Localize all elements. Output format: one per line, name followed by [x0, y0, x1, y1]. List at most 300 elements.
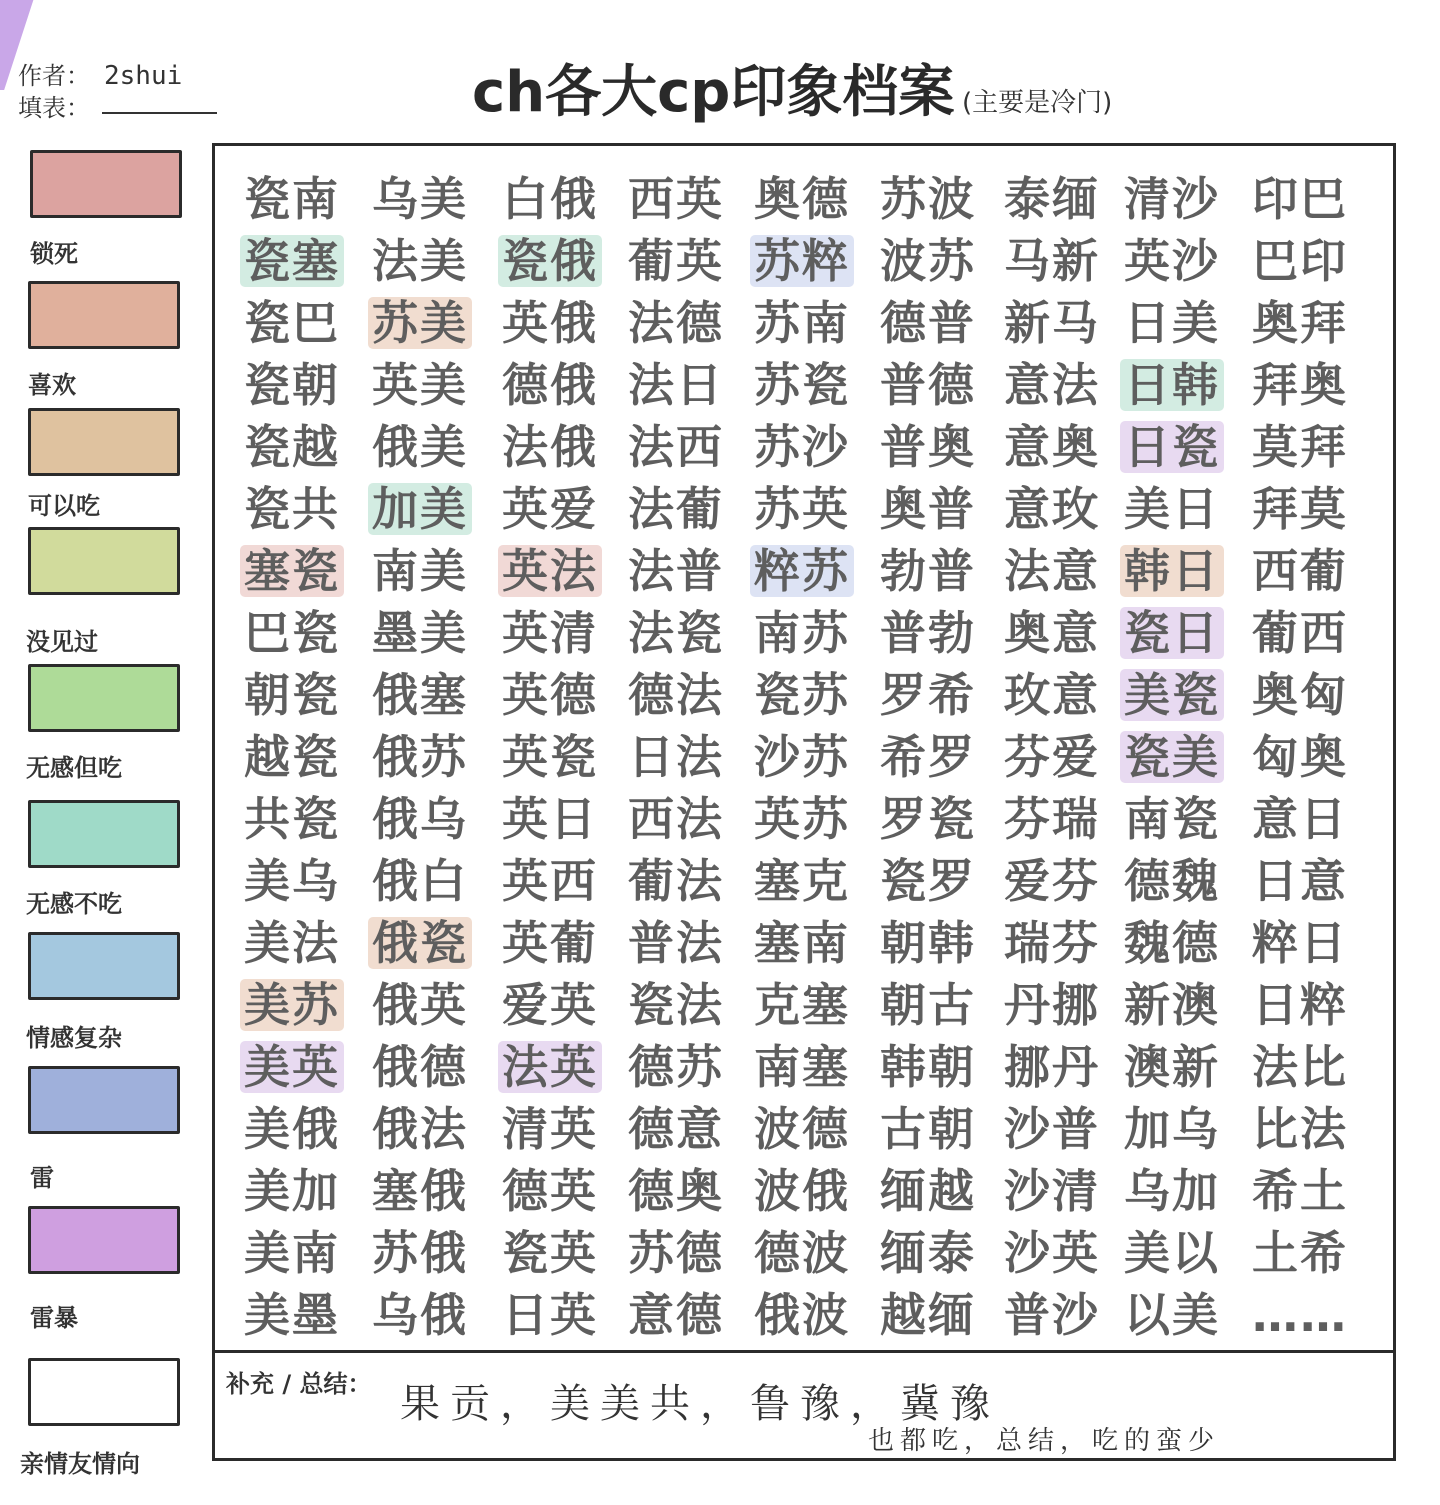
cp-cell-label: 意奥: [1004, 420, 1100, 474]
cp-cell: [1238, 726, 1362, 788]
cp-cell-label: 苏俄: [372, 1226, 468, 1280]
cp-cell: [614, 850, 738, 912]
cp-cell-label: 意玫: [1004, 482, 1100, 536]
cp-cell-label: 葡英: [628, 234, 724, 288]
cp-cell-label: 苏沙: [754, 420, 850, 474]
cp-cell: [866, 726, 990, 788]
cp-cell: [358, 912, 482, 974]
cp-cell: [358, 788, 482, 850]
summary-text: 果贡，美美共，鲁豫，冀豫: [400, 1381, 1000, 1427]
cp-cell: [740, 850, 864, 912]
cp-cell-label: 希土: [1252, 1164, 1348, 1218]
cp-cell: [230, 354, 354, 416]
cp-cell: [990, 974, 1114, 1036]
cp-column-4: [614, 168, 738, 1346]
cp-cell: [866, 478, 990, 540]
legend-swatch-complicated: [28, 932, 180, 1000]
cp-cell: [866, 602, 990, 664]
cp-cell: [740, 664, 864, 726]
cp-cell: [1238, 974, 1362, 1036]
cp-cell-label: 奥普: [880, 482, 976, 536]
cp-cell-label: 越瓷: [244, 730, 340, 784]
cp-cell-label: 清沙: [1124, 172, 1220, 226]
cp-cell: [358, 1036, 482, 1098]
cp-cell: [866, 354, 990, 416]
cp-cell: [230, 1284, 354, 1346]
cp-cell: [740, 1098, 864, 1160]
cp-cell: [230, 1036, 354, 1098]
cp-cell-label: 法西: [628, 420, 724, 474]
legend-swatch-indifferent-noship: [28, 800, 180, 868]
cp-cell: [740, 974, 864, 1036]
cp-cell: [990, 788, 1114, 850]
cp-cell: [358, 478, 482, 540]
cp-cell-label: 奥匈: [1252, 668, 1348, 722]
cp-cell: [740, 540, 864, 602]
cp-cell: [740, 292, 864, 354]
cp-cell-label: 瓷共: [244, 482, 340, 536]
cp-cell-label: 法普: [628, 544, 724, 598]
cp-cell: [488, 726, 612, 788]
cp-cell-label: 塞克: [754, 854, 850, 908]
cp-cell-label: 英法: [498, 545, 602, 597]
cp-cell-label: 拜奥: [1252, 358, 1348, 412]
cp-cell-label: 普奥: [880, 420, 976, 474]
cp-cell-label: 日韩: [1120, 359, 1224, 411]
cp-cell-label: 苏瓷: [754, 358, 850, 412]
cp-cell-label: ……: [1252, 1288, 1348, 1342]
cp-cell: [1110, 602, 1234, 664]
cp-cell: [866, 850, 990, 912]
cp-cell: [866, 974, 990, 1036]
cp-cell-label: 沙英: [1004, 1226, 1100, 1280]
cp-cell-label: 印巴: [1252, 172, 1348, 226]
cp-column-6: [866, 168, 990, 1346]
cp-cell-label: 英葡: [502, 916, 598, 970]
legend-swatch-like: [28, 281, 180, 349]
cp-cell-label: 新马: [1004, 296, 1100, 350]
cp-cell: [230, 230, 354, 292]
cp-cell: [990, 354, 1114, 416]
cp-cell-label: 德魏: [1124, 854, 1220, 908]
cp-cell: [1110, 664, 1234, 726]
cp-cell-label: 美英: [240, 1041, 344, 1093]
cp-cell-label: 瓷南: [244, 172, 340, 226]
cp-cell: [614, 292, 738, 354]
cp-cell: [230, 168, 354, 230]
cp-cell: [1238, 1222, 1362, 1284]
cp-cell-label: 越缅: [880, 1288, 976, 1342]
cp-cell-label: 塞俄: [372, 1164, 468, 1218]
cp-cell-label: 日法: [628, 730, 724, 784]
cp-cell-label: 朝古: [880, 978, 976, 1032]
cp-cell: [614, 416, 738, 478]
cp-cell: [866, 168, 990, 230]
cp-cell: [230, 974, 354, 1036]
cp-cell: [866, 1036, 990, 1098]
cp-cell: [614, 478, 738, 540]
cp-cell: [488, 912, 612, 974]
cp-cell: [866, 1284, 990, 1346]
cp-cell-label: 南塞: [754, 1040, 850, 1094]
cp-cell-label: 苏英: [754, 482, 850, 536]
cp-cell: [358, 354, 482, 416]
cp-cell-label: 苏美: [368, 297, 472, 349]
cp-cell-label: 英美: [372, 358, 468, 412]
cp-cell-label: 南瓷: [1124, 792, 1220, 846]
cp-cell: [614, 1036, 738, 1098]
cp-cell-label: 莫拜: [1252, 420, 1348, 474]
cp-cell: [488, 478, 612, 540]
cp-cell-label: 俄塞: [372, 668, 468, 722]
legend-swatch-hate: [28, 1206, 180, 1274]
cp-cell: [358, 292, 482, 354]
cp-cell-label: 葡法: [628, 854, 724, 908]
cp-cell-label: 美俄: [244, 1102, 340, 1156]
cp-cell: [488, 1098, 612, 1160]
cp-cell-label: 挪丹: [1004, 1040, 1100, 1094]
cp-cell-label: 俄瓷: [368, 917, 472, 969]
cp-cell-label: 勃普: [880, 544, 976, 598]
cp-cell-label: 法葡: [628, 482, 724, 536]
cp-cell-label: 美瓷: [1120, 669, 1224, 721]
cp-cell: [614, 1284, 738, 1346]
cp-cell-label: 苏波: [880, 172, 976, 226]
cp-cell: [488, 540, 612, 602]
cp-cell-label: 澳新: [1124, 1040, 1220, 1094]
cp-cell: [740, 478, 864, 540]
cp-cell: [740, 788, 864, 850]
cp-cell: [1238, 1098, 1362, 1160]
cp-cell: [1110, 168, 1234, 230]
cp-cell: [358, 1160, 482, 1222]
cp-cell: [1110, 850, 1234, 912]
cp-cell-label: 乌俄: [372, 1288, 468, 1342]
legend-label-indifferent-noship: 无感不吃: [26, 890, 122, 918]
cp-cell-label: 西法: [628, 792, 724, 846]
cp-cell-label: 巴印: [1252, 234, 1348, 288]
legend-label-indifferent-ship: 无感但吃: [26, 754, 122, 782]
cp-cell-label: 罗希: [880, 668, 976, 722]
cp-cell: [614, 168, 738, 230]
cp-cell-label: 美日: [1124, 482, 1220, 536]
cp-cell-label: 泰缅: [1004, 172, 1100, 226]
cp-cell: [1110, 788, 1234, 850]
cp-cell-label: 瓷罗: [880, 854, 976, 908]
cp-column-3: [488, 168, 612, 1346]
cp-cell: [358, 230, 482, 292]
cp-cell-label: 苏粹: [750, 235, 854, 287]
cp-cell-label: 塞瓷: [240, 545, 344, 597]
cp-cell-label: 德普: [880, 296, 976, 350]
cp-cell: [230, 726, 354, 788]
legend-swatch-dislike: [28, 1066, 180, 1134]
cp-cell: [614, 1222, 738, 1284]
cp-cell-label: 意日: [1252, 792, 1348, 846]
cp-cell-label: 法瓷: [628, 606, 724, 660]
cp-cell-label: 以美: [1124, 1288, 1220, 1342]
author-value: 2shui: [104, 61, 183, 91]
cp-cell-label: 俄乌: [372, 792, 468, 846]
cp-cell-label: 美苏: [240, 979, 344, 1031]
cp-cell-label: 法德: [628, 296, 724, 350]
legend-label-never-seen: 没见过: [26, 628, 98, 656]
cp-cell-label: 德波: [754, 1226, 850, 1280]
summary-divider: [212, 1350, 1396, 1353]
cp-cell: [990, 540, 1114, 602]
cp-cell-label: 塞南: [754, 916, 850, 970]
cp-cell-label: 俄白: [372, 854, 468, 908]
cp-cell-label: 美南: [244, 1226, 340, 1280]
cp-cell-label: 朝瓷: [244, 668, 340, 722]
filler-label: 填表：: [18, 94, 90, 122]
cp-cell-label: 芬瑞: [1004, 792, 1100, 846]
cp-cell: [358, 1222, 482, 1284]
cp-column-7: [990, 168, 1114, 1346]
cp-cell-label: 日意: [1252, 854, 1348, 908]
cp-cell-label: 希罗: [880, 730, 976, 784]
cp-cell: [990, 726, 1114, 788]
cp-cell: [614, 726, 738, 788]
cp-cell-label: 缅泰: [880, 1226, 976, 1280]
cp-cell-label: 爱英: [502, 978, 598, 1032]
cp-cell: [358, 1284, 482, 1346]
cp-cell-label: 德俄: [502, 358, 598, 412]
cp-cell: [1110, 726, 1234, 788]
cp-cell: [866, 292, 990, 354]
cp-cell-label: 普德: [880, 358, 976, 412]
cp-cell-label: 爱芬: [1004, 854, 1100, 908]
legend-swatch-never-seen: [28, 527, 180, 595]
legend-swatch-platonic: [28, 1358, 180, 1426]
cp-cell-label: 古朝: [880, 1102, 976, 1156]
cp-cell-label: 粹日: [1252, 916, 1348, 970]
cp-cell: [488, 292, 612, 354]
cp-cell-label: 英苏: [754, 792, 850, 846]
cp-cell-label: 俄波: [754, 1288, 850, 1342]
cp-cell-label: 德法: [628, 668, 724, 722]
summary-note: 也都吃，总结，吃的蛮少: [868, 1426, 1221, 1456]
cp-cell: [358, 850, 482, 912]
cp-cell-label: 比法: [1252, 1102, 1348, 1156]
cp-cell-label: 瓷越: [244, 420, 340, 474]
cp-cell: [866, 1098, 990, 1160]
cp-cell-label: 俄德: [372, 1040, 468, 1094]
cp-cell-label: 俄美: [372, 420, 468, 474]
cp-cell-label: 普沙: [1004, 1288, 1100, 1342]
cp-cell-label: 瑞芬: [1004, 916, 1100, 970]
cp-cell-label: 奥意: [1004, 606, 1100, 660]
cp-cell: [230, 602, 354, 664]
cp-cell: [358, 602, 482, 664]
cp-cell-label: 波苏: [880, 234, 976, 288]
legend-swatch-indifferent-ship: [28, 664, 180, 732]
cp-cell: [990, 1284, 1114, 1346]
cp-cell: [1238, 168, 1362, 230]
cp-cell-label: 瓷巴: [244, 296, 340, 350]
cp-cell: [990, 602, 1114, 664]
cp-cell-label: 西英: [628, 172, 724, 226]
cp-column-5: [740, 168, 864, 1346]
cp-cell-label: 美以: [1124, 1226, 1220, 1280]
cp-cell: [990, 168, 1114, 230]
cp-cell-label: 英清: [502, 606, 598, 660]
cp-cell-label: 巴瓷: [244, 606, 340, 660]
cp-cell-label: 美乌: [244, 854, 340, 908]
cp-cell: [230, 292, 354, 354]
cp-cell: [488, 168, 612, 230]
cp-cell: [740, 416, 864, 478]
cp-cell-label: 日美: [1124, 296, 1220, 350]
cp-cell-label: 美墨: [244, 1288, 340, 1342]
cp-column-2: [358, 168, 482, 1346]
cp-cell: [230, 912, 354, 974]
cp-cell: [488, 1222, 612, 1284]
cp-cell-label: 美加: [244, 1164, 340, 1218]
page-title: ch各大cp印象档案: [472, 60, 955, 125]
cp-cell-label: 拜莫: [1252, 482, 1348, 536]
cp-cell-label: 马新: [1004, 234, 1100, 288]
cp-cell-label: 清英: [502, 1102, 598, 1156]
legend-label-hate: 雷暴: [30, 1304, 78, 1332]
cp-cell: [230, 850, 354, 912]
cp-cell: [358, 168, 482, 230]
cp-cell-label: 魏德: [1124, 916, 1220, 970]
summary-label: 补充 / 总结：: [226, 1370, 372, 1398]
cp-cell: [230, 416, 354, 478]
cp-cell-label: 乌美: [372, 172, 468, 226]
cp-cell-label: 苏德: [628, 1226, 724, 1280]
cp-cell: [614, 912, 738, 974]
cp-cell: [614, 1160, 738, 1222]
cp-cell-label: 英俄: [502, 296, 598, 350]
cp-cell-label: 土希: [1252, 1226, 1348, 1280]
cp-cell: [358, 664, 482, 726]
legend-label-dislike: 雷: [30, 1164, 54, 1192]
cp-cell-label: 西葡: [1252, 544, 1348, 598]
cp-cell-label: 普勃: [880, 606, 976, 660]
cp-cell: [990, 912, 1114, 974]
author-row: [18, 56, 182, 91]
cp-cell-label: 新澳: [1124, 978, 1220, 1032]
cp-cell-label: 玫意: [1004, 668, 1100, 722]
cp-cell: [990, 230, 1114, 292]
cp-cell: [740, 726, 864, 788]
page-subtitle: (主要是冷门): [962, 88, 1113, 118]
cp-cell: [1238, 1036, 1362, 1098]
cp-cell: [866, 788, 990, 850]
cp-cell-label: 波德: [754, 1102, 850, 1156]
cp-cell-label: 粹苏: [750, 545, 854, 597]
cp-cell: [866, 912, 990, 974]
legend-swatch-locked: [30, 150, 182, 218]
cp-cell: [358, 540, 482, 602]
cp-cell: [1238, 788, 1362, 850]
cp-cell-label: 意德: [628, 1288, 724, 1342]
cp-cell: [488, 230, 612, 292]
cp-cell: [1110, 416, 1234, 478]
cp-cell: [230, 540, 354, 602]
cp-cell: [1110, 354, 1234, 416]
cp-cell: [1110, 912, 1234, 974]
cp-cell: [1110, 540, 1234, 602]
cp-cell: [866, 230, 990, 292]
cp-cell: [488, 788, 612, 850]
filler-row: [18, 88, 90, 123]
cp-cell-label: 缅越: [880, 1164, 976, 1218]
cp-cell: [1238, 1284, 1362, 1346]
cp-cell: [740, 354, 864, 416]
cp-cell-label: 奥拜: [1252, 296, 1348, 350]
cp-cell-label: 法美: [372, 234, 468, 288]
legend-label-platonic: 亲情友情向: [20, 1450, 140, 1478]
cp-cell-label: 南美: [372, 544, 468, 598]
cp-cell: [1110, 230, 1234, 292]
cp-cell: [230, 664, 354, 726]
cp-cell-label: 瓷朝: [244, 358, 340, 412]
cp-cell-label: 墨美: [372, 606, 468, 660]
cp-cell: [1238, 850, 1362, 912]
cp-cell-label: 芬爱: [1004, 730, 1100, 784]
cp-cell: [358, 974, 482, 1036]
cp-cell-label: 英德: [502, 668, 598, 722]
cp-cell-label: 法日: [628, 358, 724, 412]
legend-label-acceptable: 可以吃: [28, 492, 100, 520]
cp-cell: [990, 664, 1114, 726]
cp-cell-label: 法比: [1252, 1040, 1348, 1094]
cp-cell: [866, 416, 990, 478]
cp-cell: [1110, 478, 1234, 540]
cp-cell-label: 瓷英: [502, 1226, 598, 1280]
cp-cell: [990, 850, 1114, 912]
cp-cell-label: 波俄: [754, 1164, 850, 1218]
cp-cell: [990, 416, 1114, 478]
cp-cell-label: 克塞: [754, 978, 850, 1032]
cp-cell: [488, 1036, 612, 1098]
cp-cell: [488, 416, 612, 478]
legend-label-locked: 锁死: [30, 240, 78, 268]
cp-cell-label: 意法: [1004, 358, 1100, 412]
cp-cell: [488, 602, 612, 664]
cp-cell: [866, 1160, 990, 1222]
cp-cell: [1238, 540, 1362, 602]
cp-cell-label: 法俄: [502, 420, 598, 474]
cp-cell: [866, 1222, 990, 1284]
cp-cell: [488, 1284, 612, 1346]
cp-cell: [740, 168, 864, 230]
cp-cell: [990, 1160, 1114, 1222]
cp-cell: [1110, 292, 1234, 354]
cp-cell-label: 瓷美: [1120, 731, 1224, 783]
filler-blank-line: [102, 112, 217, 114]
cp-cell-label: 德英: [502, 1164, 598, 1218]
cp-cell-label: 英瓷: [502, 730, 598, 784]
cp-cell: [614, 354, 738, 416]
cp-cell: [740, 602, 864, 664]
cp-cell: [866, 540, 990, 602]
cp-cell-label: 俄英: [372, 978, 468, 1032]
cp-cell-label: 日瓷: [1120, 421, 1224, 473]
cp-cell-label: 沙苏: [754, 730, 850, 784]
cp-cell-label: 奥德: [754, 172, 850, 226]
cp-cell: [1238, 416, 1362, 478]
cp-cell: [614, 602, 738, 664]
cp-cell: [614, 974, 738, 1036]
cp-cell: [1238, 230, 1362, 292]
cp-cell: [1238, 664, 1362, 726]
cp-cell: [990, 1036, 1114, 1098]
cp-cell: [488, 1160, 612, 1222]
